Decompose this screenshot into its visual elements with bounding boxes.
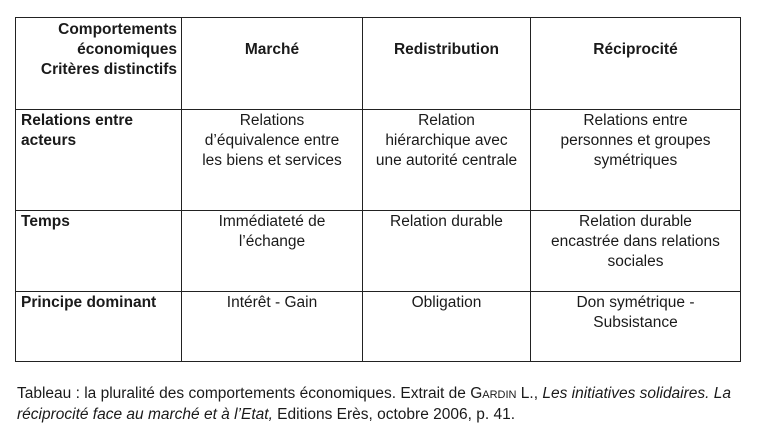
table-row-temps <box>16 211 741 292</box>
row-label-relations <box>16 110 182 211</box>
column-header-marche: Marché <box>182 18 363 110</box>
cell-line: personnes et groupes <box>560 132 711 149</box>
cell-line: Relation durable <box>579 213 692 230</box>
row-label-principe <box>16 292 182 362</box>
row-label-line: Principe dominant <box>21 294 157 311</box>
comparison-table-container <box>15 17 741 362</box>
row-label-line: Temps <box>21 213 70 230</box>
cell-temps-marche <box>182 211 363 292</box>
cell-line: Relations entre <box>583 112 688 129</box>
caption-book-title: Les initiatives solidaires. La réciprocité face au marché et à l’Etat, <box>17 385 732 423</box>
row-label-line: Relations entre <box>21 112 133 129</box>
column-header-reciprocite: Réciprocité <box>531 18 741 110</box>
table-row-relations <box>16 110 741 211</box>
cell-relations-redistribution <box>363 110 531 211</box>
cell-line: hiérarchique avec <box>385 132 508 149</box>
comparison-table <box>15 17 741 362</box>
cell-line: Don symétrique - <box>576 294 695 311</box>
column-header-redistribution: Redistribution <box>363 18 531 110</box>
table-caption: Tableau : la pluralité des comportements économiques. Extrait de Gardin L., Les initiatives solidaires. La réciprocité face au marché et à l’Etat, Editions Erès, octobre 2006, p. 41. <box>17 385 732 423</box>
cell-relations-marche <box>182 110 363 211</box>
cell-principe-reciprocite <box>531 292 741 362</box>
cell-line: Relation durable <box>390 213 503 230</box>
caption-prefix: Tableau : la pluralité des comportements économiques. Extrait de <box>17 385 471 402</box>
cell-line: Relation <box>418 112 475 129</box>
corner-header-line: Critères distinctifs <box>40 61 177 78</box>
cell-temps-redistribution <box>363 211 531 292</box>
cell-line: Subsistance <box>593 314 678 331</box>
cell-principe-marche <box>182 292 363 362</box>
cell-line: Intérêt - Gain <box>226 294 318 311</box>
row-label-line: acteurs <box>21 132 77 149</box>
caption-author: Gardin L. <box>470 385 534 402</box>
cell-line: Immédiateté de <box>218 213 326 230</box>
cell-principe-redistribution <box>363 292 531 362</box>
cell-line: d’équivalence entre <box>204 132 340 149</box>
table-row-principe <box>16 292 741 362</box>
cell-line: Relations <box>239 112 305 129</box>
caption-suffix: Editions Erès, octobre 2006, p. 41. <box>272 406 515 423</box>
cell-line: l’échange <box>238 233 306 250</box>
cell-line: symétriques <box>593 152 678 169</box>
cell-relations-reciprocite <box>531 110 741 211</box>
cell-line: les biens et services <box>202 152 342 169</box>
corner-header-cell <box>16 18 182 110</box>
cell-line: une autorité centrale <box>375 152 518 169</box>
cell-line: sociales <box>607 253 664 270</box>
cell-line: encastrée dans relations <box>551 233 720 250</box>
header-row <box>16 18 741 110</box>
corner-header-line: économiques <box>77 41 177 58</box>
cell-temps-reciprocite <box>531 211 741 292</box>
corner-header-line: Comportements <box>58 21 177 38</box>
cell-line: Obligation <box>411 294 482 311</box>
row-label-temps <box>16 211 182 292</box>
